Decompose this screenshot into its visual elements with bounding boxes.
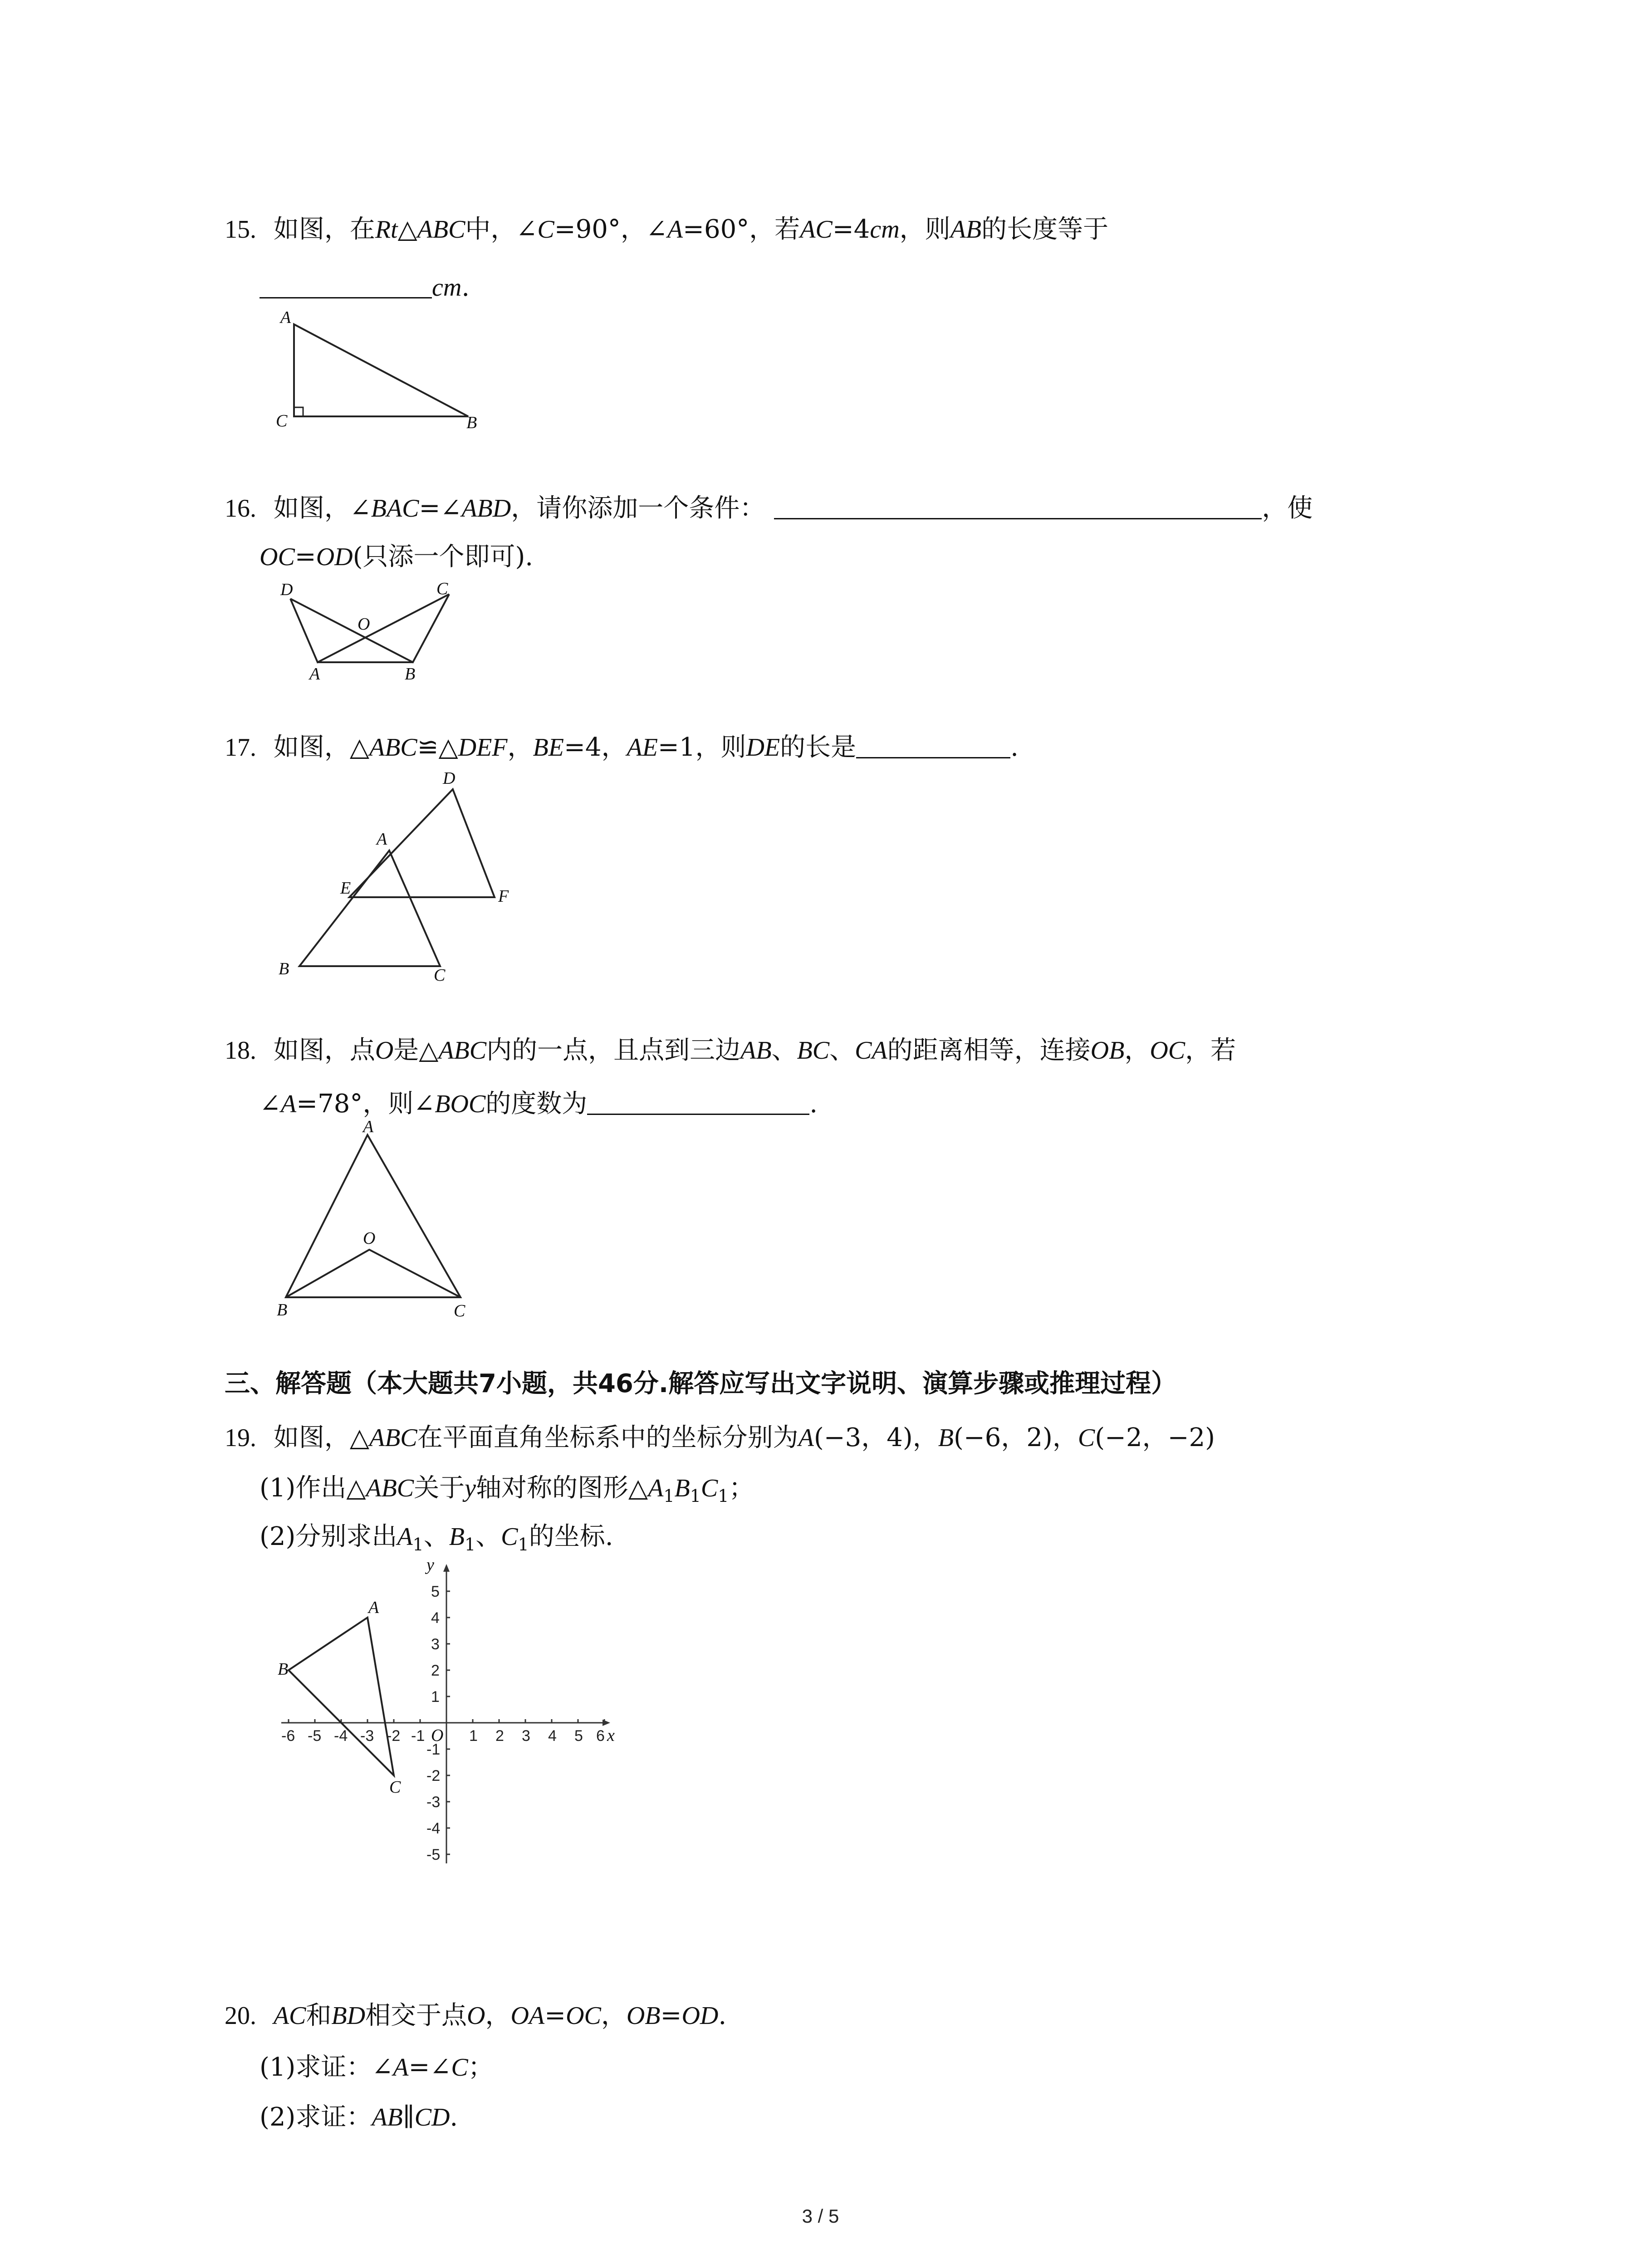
page-number: 3 / 5 [802,2205,839,2227]
q19-x-tick: 5 [574,1727,583,1745]
q15-line1: 15. 如图，在Rt△ABC中，∠C=90°，∠A=60°，若AC=4cm，则AB的长度等于 [225,215,1109,244]
q19-x-tick: 6 [596,1727,605,1745]
q19-y-tick: 3 [431,1636,440,1653]
q15-figure [272,308,490,440]
q19-line1: 19. 如图，△ABC在平面直角坐标系中的坐标分别为A(−3，4)，B(−6，2)，C(−2，−2) [225,1423,1215,1452]
q19-label-y: y [426,1555,434,1574]
q19-coordinate-plane [272,1555,626,1878]
q19-y-axis-arrow-icon [443,1564,450,1572]
q16-figure [272,576,463,684]
q16-label-o: O [358,615,370,634]
q19-x-tick: -3 [360,1727,374,1745]
q17-label-c: C [434,966,446,985]
q17-label-b: B [279,959,289,978]
q15-answer-blank[interactable] [260,274,432,298]
q16-line2: OC=OD(只添一个即可). [260,542,534,572]
q18-line1: 18. 如图，点O是△ABC内的一点，且点到三边AB、BC、CA的距离相等，连接OB，OC，若 [225,1036,1236,1065]
q16-label-a: A [309,665,320,684]
q15-label-a: A [280,308,291,327]
q18-label-b: B [277,1300,288,1320]
q18-answer-blank[interactable] [587,1091,809,1115]
q18-label-a: A [363,1117,374,1136]
q19-x-tick: 3 [522,1727,530,1745]
q19-label-a: A [368,1598,379,1617]
q19-y-tick: -2 [426,1767,441,1784]
q19-x-tick: 1 [469,1727,478,1745]
q18-line2: ∠A=78°，则∠BOC的度数为 . [260,1089,818,1119]
q17-figure [272,767,554,984]
q19-x-tick: 2 [495,1727,504,1745]
q17-label-e: E [340,879,351,898]
q17-triangle-abc [299,850,440,966]
q19-y-tick: -4 [426,1820,441,1837]
q17-label-a: A [377,830,387,849]
q19-y-tick: 1 [431,1688,440,1706]
q19-x-tick: -5 [308,1727,322,1745]
q20-part1: (1)求证：∠A=∠C； [260,2053,494,2082]
q20-part2: (2)求证：AB∥CD. [260,2102,458,2132]
q19-y-tick: 2 [431,1662,440,1679]
q17-triangle-def [349,789,495,897]
q19-label-b: B [278,1660,289,1679]
q18-label-c: C [454,1301,465,1320]
q19-part1: (1)作出△ABC关于y轴对称的图形$\triangle A_1B_1C_1$； [260,1473,754,1506]
q17-label-d: D [443,769,456,788]
q19-x-tick: -4 [334,1727,348,1745]
q17-label-f: F [498,887,509,906]
q19-x-tick: -1 [411,1727,425,1745]
q15-triangle [294,324,468,416]
q16-label-b: B [405,665,416,684]
q19-label-x: x [607,1726,615,1745]
q18-segments-ob-oc [286,1250,460,1297]
q18-label-o: O [363,1229,376,1248]
q19-part2: (2)分别求出$A_1$、$B_1$、$C_1$的坐标. [260,1522,613,1554]
q16-line1: 16. 如图，∠BAC=∠ABD，请你添加一个条件： ，使 [225,494,1313,523]
q19-y-tick: -5 [426,1846,441,1863]
q17-line1: 17. 如图，△ABC≌△DEF，BE=4，AE=1，则DE的长是 . [225,733,1019,762]
q18-figure [272,1117,481,1320]
section-3-heading: 三、解答题（本大题共7小题，共46分.解答应写出文字说明、演算步骤或推理过程） [225,1369,1177,1398]
q19-y-tick: 5 [431,1583,440,1600]
q15-line2: cm. [260,271,470,304]
q19-label-c: C [389,1778,401,1797]
q19-x-tick: 4 [548,1727,557,1745]
q19-y-tick: -1 [426,1741,441,1758]
q20-line1: 20. AC和BD相交于点O，OA=OC，OB=OD. [225,2001,727,2030]
q18-triangle-abc [286,1135,460,1297]
q15-label-b: B [466,413,477,432]
q16-answer-blank[interactable] [774,495,1262,519]
q19-y-tick: 4 [431,1609,440,1627]
q15-label-c: C [276,411,288,430]
q16-label-d: D [280,580,293,599]
q19-x-tick: -6 [281,1727,295,1745]
q19-x-tick: -2 [387,1727,401,1745]
q19-label-origin: O [431,1726,444,1745]
q16-label-c: C [436,579,448,598]
q19-y-tick: -3 [426,1794,441,1811]
q17-answer-blank[interactable] [856,734,1010,758]
q19-triangle-abc [289,1618,394,1775]
q15-right-angle-mark [294,407,303,416]
